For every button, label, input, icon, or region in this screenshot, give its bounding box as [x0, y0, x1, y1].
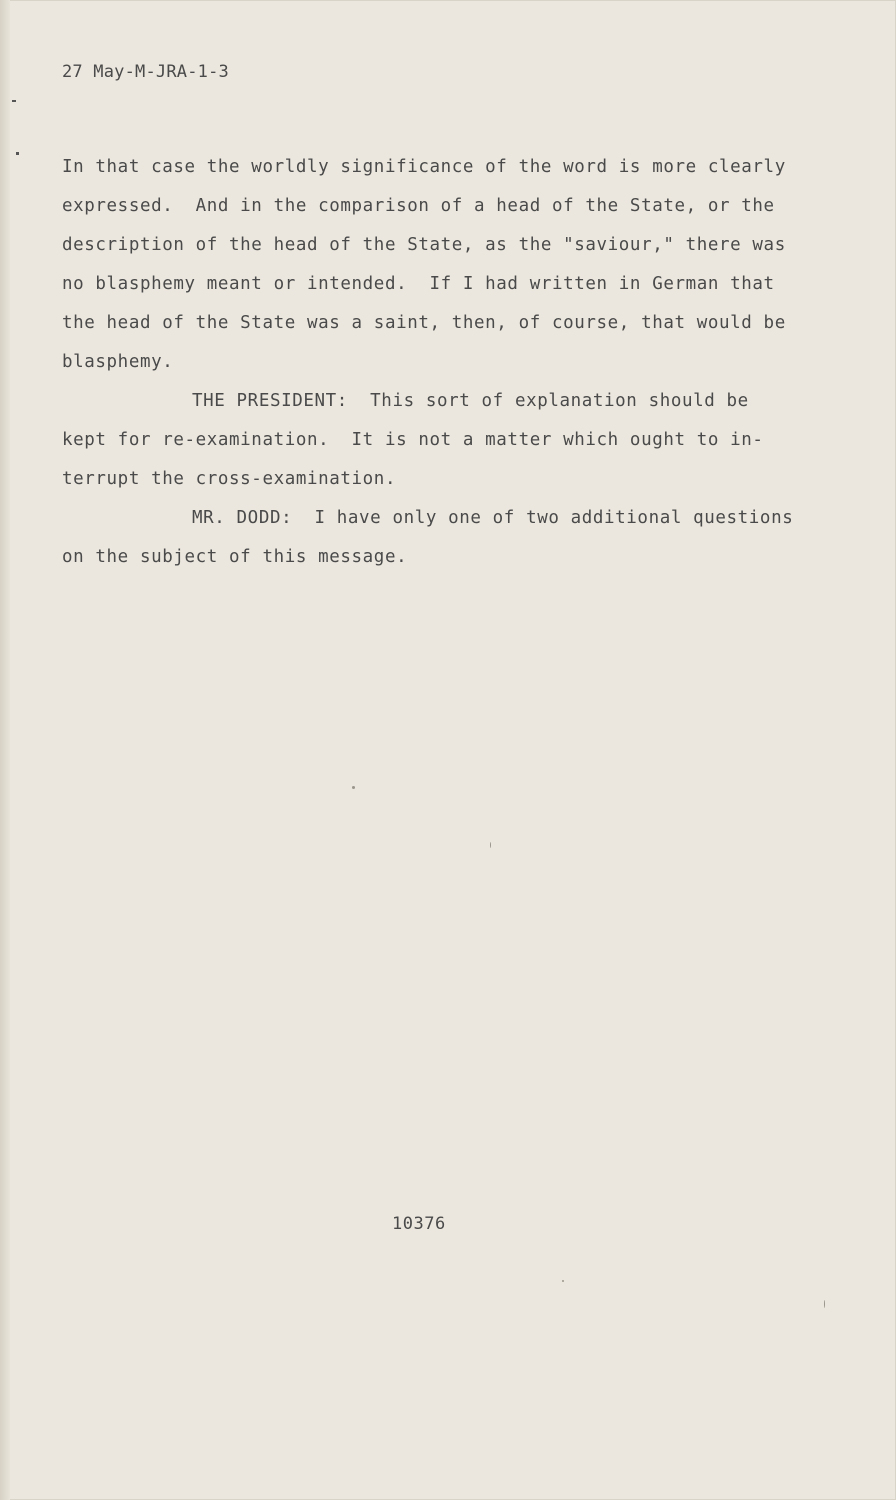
page-left-edge [0, 0, 10, 1500]
text-line: the head of the State was a saint, then, of course, that would be [62, 313, 786, 333]
paper-speck [562, 1280, 564, 1282]
paper-speck [824, 1300, 825, 1308]
text-line: In that case the worldly significance of the word is more clearly [62, 157, 786, 177]
document-reference: 27 May-M-JRA-1-3 [62, 62, 229, 82]
speaker-paragraph-start: THE PRESIDENT: This sort of explanation should be [192, 391, 749, 411]
page-number: 10376 [392, 1214, 446, 1234]
paper-speck [352, 786, 355, 789]
text-line: kept for re-examination. It is not a matter which ought to in- [62, 430, 764, 450]
text-line: description of the head of the State, as the "saviour," there was [62, 235, 786, 255]
text-line: no blasphemy meant or intended. If I had written in German that [62, 274, 775, 294]
margin-mark [12, 100, 16, 102]
speaker-paragraph-start: MR. DODD: I have only one of two additional questions [192, 508, 794, 528]
text-line: expressed. And in the comparison of a head of the State, or the [62, 196, 775, 216]
text-line: on the subject of this message. [62, 547, 408, 567]
text-line: terrupt the cross-examination. [62, 469, 397, 489]
margin-mark [16, 152, 19, 155]
paper-speck [490, 842, 491, 848]
text-line: blasphemy. [62, 352, 174, 372]
